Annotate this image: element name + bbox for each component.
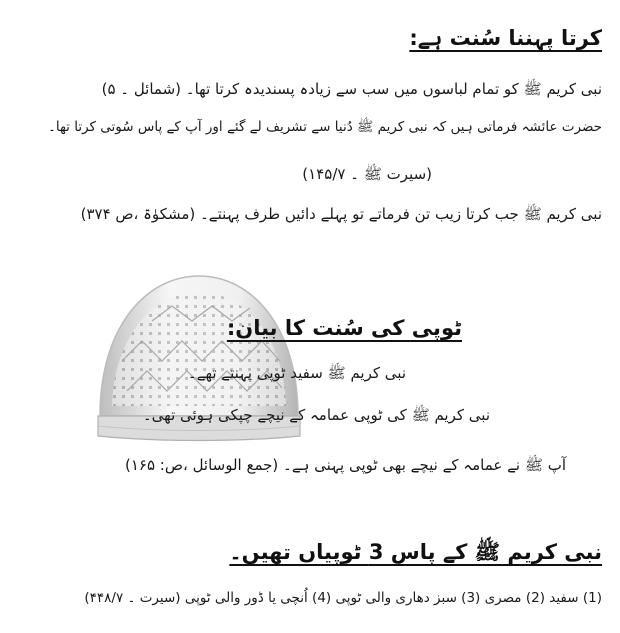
kurta-line-2: حضرت عائشہ فرماتی ہیں کہ نبی کریم ﷺ دُنیا سے تشریف لے گئے اور آپ کے پاس سُوتی کرتا تھا۔ — [47, 119, 602, 135]
kurta-line-1: نبی کریم ﷺ کو تمام لباسوں میں سب سے زیادہ پسندیدہ کرتا تھا۔ (شمائل ۔ ۵) — [101, 80, 602, 98]
kurta-line-3-citation: (سیرت ﷺ ۔ ۱۴۵/۷) — [302, 165, 432, 183]
kurta-line-4: نبی کریم ﷺ جب کرتا زیب تن فرماتے تو پہلے دائیں طرف پہنتے۔ (مشکوٰۃ ،ص ۳۷۴) — [80, 205, 602, 223]
heading-kurta-sunnah: کرتا پہننا سُنت ہے: — [409, 26, 602, 50]
heading-topi-sunnah: ٹوپی کی سُنت کا بیان: — [226, 316, 462, 340]
heading-three-topis: نبی کریم ﷺ کے پاس 3 ٹوپیاں تھیں۔ — [229, 540, 602, 564]
topi-line-1: نبی کریم ﷺ سفید ٹوپی پہنتے تھے۔ — [187, 364, 406, 382]
topi-line-3: آپ ﷺ نے عمامہ کے نیچے بھی ٹوپی پہنی ہے۔ (جمع الوسائل ،ص: ۱۶۵) — [124, 456, 566, 474]
topi-line-2: نبی کریم ﷺ کی ٹوپی عمامہ کے نیچے چپکی ہوئی تھی۔ — [142, 406, 490, 424]
topi-types-line: (1) سفید (2) مصری (3) سبز دھاری والی ٹوپی (4) اُنچی یا ڈور والی ٹوپی (سیرت ۔ ۴۴۸/۷) — [84, 590, 602, 606]
